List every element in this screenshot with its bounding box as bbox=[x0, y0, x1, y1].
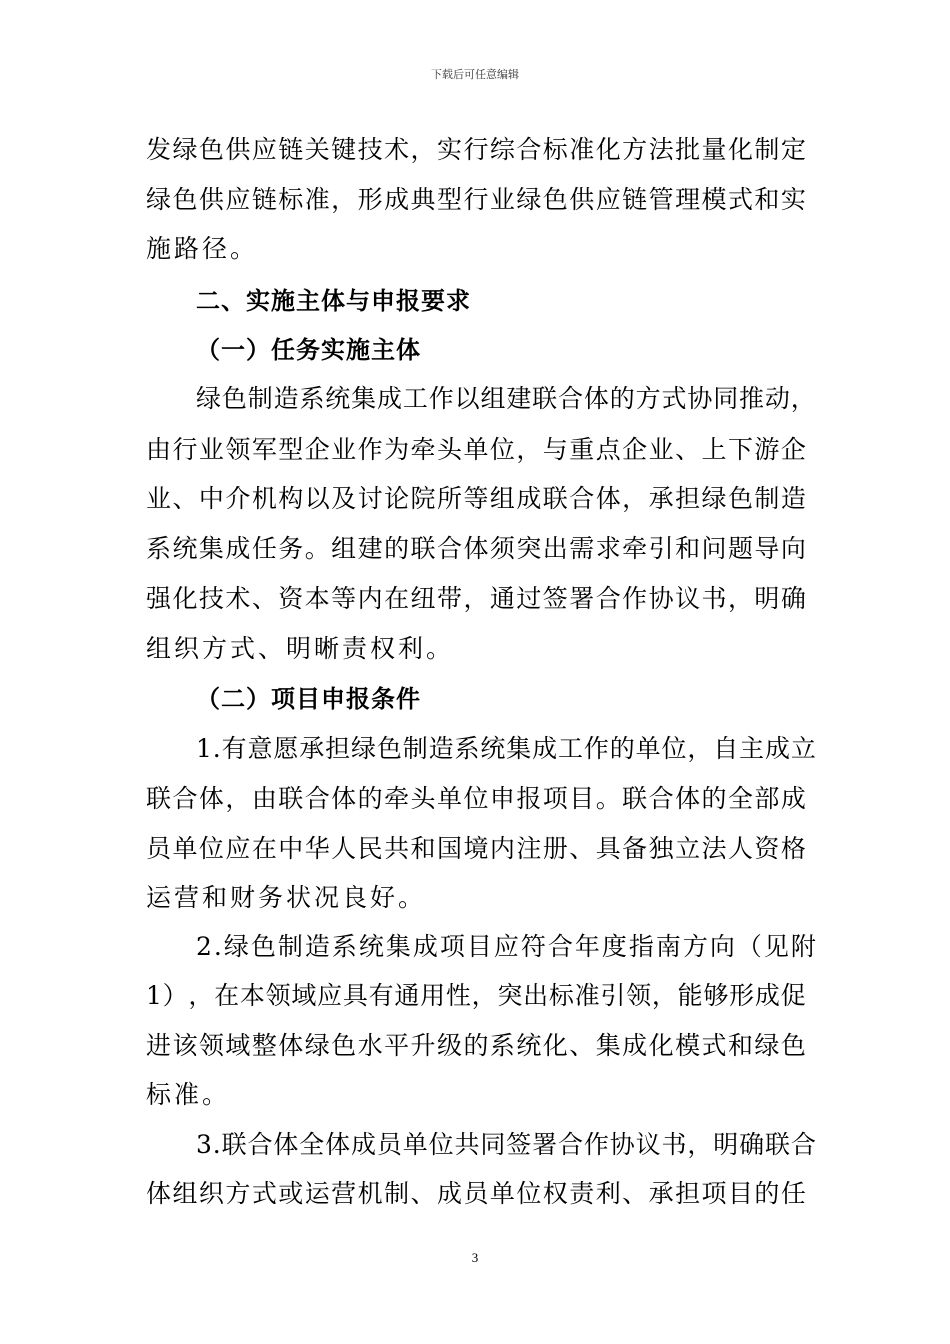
paragraph-line: 施路径。 bbox=[146, 234, 259, 263]
paragraph-line: 发 绿 色 供 应 链 关 键 技 术 ， 实 行 综 合 标 准 化 方 法 批 量 化 制 定 bbox=[146, 135, 806, 164]
paragraph-line: 标准。 bbox=[146, 1080, 231, 1109]
section-heading: （二）项目申报条件 bbox=[196, 685, 421, 713]
page-number: 3 bbox=[471, 1250, 479, 1265]
paragraph-line: 系 统 集 成 任 务 。 组 建 的 联 合 体 须 突 出 需 求 牵 引 和 问 题 导 向 bbox=[146, 534, 806, 563]
paragraph-line: 员 单 位 应 在 中 华 人 民 共 和 国 境 内 注 册 、 具 备 独 立 法 人 资 格 bbox=[146, 834, 806, 863]
section-heading: 二、实施主体与申报要求 bbox=[196, 287, 471, 315]
paragraph-line: 3 . 联 合 体 全 体 成 员 单 位 共 同 签 署 合 作 协 议 书 ， 明 确 联 合 bbox=[196, 1130, 816, 1159]
header-note: 下载后可任意编辑 bbox=[431, 68, 519, 81]
paragraph-line: 绿 色 制 造 系 统 集 成 工 作 以 组 建 联 合 体 的 方 式 协 同 推 动 ， bbox=[196, 384, 816, 413]
paragraph-line: 业 、 中 介 机 构 以 及 讨 论 院 所 等 组 成 联 合 体 ， 承 担 绿 色 制 造 bbox=[146, 484, 806, 513]
paragraph-line: 组织方式、明晰责权利。 bbox=[146, 634, 455, 663]
paragraph-line: 1 . 有 意 愿 承 担 绿 色 制 造 系 统 集 成 工 作 的 单 位 ， 自 主 成 立 bbox=[196, 734, 816, 763]
paragraph-line: 联 合 体 ， 由 联 合 体 的 牵 头 单 位 申 报 项 目 。 联 合 体 的 全 部 成 bbox=[146, 784, 806, 813]
paragraph-line: 运营和财务状况良好。 bbox=[146, 883, 427, 912]
paragraph-line: 1 ） ， 在 本 领 域 应 具 有 通 用 性 ， 突 出 标 准 引 领 ， 能 够 形 成 促 bbox=[146, 981, 806, 1010]
paragraph-line: 由 行 业 领 军 型 企 业 作 为 牵 头 单 位 ， 与 重 点 企 业 、 上 下 游 企 bbox=[146, 435, 806, 464]
paragraph-line: 进 该 领 域 整 体 绿 色 水 平 升 级 的 系 统 化 、 集 成 化 模 式 和 绿 色 bbox=[146, 1031, 806, 1060]
section-heading: （一）任务实施主体 bbox=[196, 336, 421, 364]
paragraph-line: 体 组 织 方 式 或 运 营 机 制 、 成 员 单 位 权 责 利 、 承 担 项 目 的 任 bbox=[146, 1179, 806, 1208]
paragraph-line: 强 化 技 术 、 资 本 等 内 在 纽 带 ， 通 过 签 署 合 作 协 议 书 ， 明 确 bbox=[146, 584, 806, 613]
paragraph-line: 2 . 绿 色 制 造 系 统 集 成 项 目 应 符 合 年 度 指 南 方 向 （ 见 附 bbox=[196, 932, 816, 961]
paragraph-line: 绿 色 供 应 链 标 准 ， 形 成 典 型 行 业 绿 色 供 应 链 管 理 模 式 和 实 bbox=[146, 185, 806, 214]
